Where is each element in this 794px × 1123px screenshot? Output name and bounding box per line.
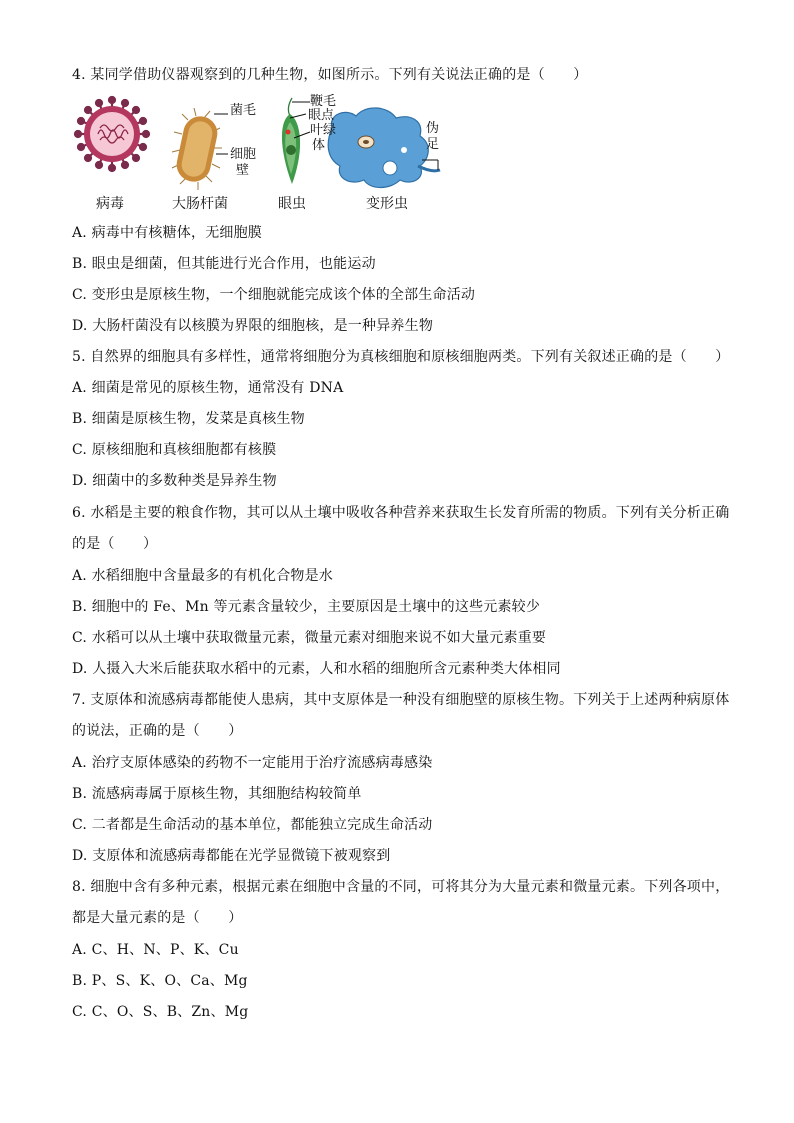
q4-option-b: B. 眼虫是细菌，但其能进行光合作用，也能运动	[72, 256, 376, 272]
euglena-illustration	[282, 98, 310, 184]
q5-option-c: C. 原核细胞和真核细胞都有核膜	[72, 442, 277, 458]
q7-option-d: D. 支原体和流感病毒都能在光学显微镜下被观察到	[72, 848, 391, 864]
q6-option-d: D. 人摄入大米后能获取水稻中的元素，人和水稻的细胞所含元素种类大体相同	[72, 661, 561, 677]
q8-option-a: A. C、H、N、P、K、Cu	[72, 942, 239, 958]
q5-option-a: A. 细菌是常见的原核生物，通常没有 DNA	[72, 380, 344, 396]
pseudopod-label-line1: 伪	[426, 121, 440, 136]
pseudopod-label-line2: 足	[426, 137, 440, 152]
question-7-stem-line2: 的说法，正确的是（ ）	[72, 723, 243, 739]
caption-ecoli: 大肠杆菌	[172, 196, 228, 212]
question-7-stem-line1: 7. 支原体和流感病毒都能使人患病，其中支原体是一种没有细胞壁的原核生物。下列关于上述两种病原体	[72, 692, 730, 708]
eyespot-label: 眼点	[308, 108, 335, 123]
caption-euglena: 眼虫	[278, 196, 306, 212]
cell-wall-label-line1: 细胞	[230, 147, 257, 162]
caption-virus: 病毒	[96, 196, 124, 212]
question-6-stem-line2: 的是（ ）	[72, 536, 158, 552]
cell-wall-label-line2: 壁	[236, 163, 250, 178]
chloroplast-label-line1: 叶绿	[310, 123, 337, 138]
ecoli-illustration	[172, 108, 228, 190]
q8-option-b: B. P、S、K、O、Ca、Mg	[72, 973, 248, 989]
q7-option-c: C. 二者都是生命活动的基本单位，都能独立完成生命活动	[72, 817, 433, 833]
q7-option-a: A. 治疗支原体感染的药物不一定能用于治疗流感病毒感染	[72, 755, 433, 771]
question-5-stem: 5. 自然界的细胞具有多样性，通常将细胞分为真核细胞和原核细胞两类。下列有关叙述正确的是（ ）	[72, 349, 730, 365]
pili-label: 菌毛	[230, 103, 257, 118]
question-4-stem: 4. 某同学借助仪器观察到的几种生物，如图所示。下列有关说法正确的是（ ）	[72, 67, 588, 83]
question-8-stem-line1: 8. 细胞中含有多种元素，根据元素在细胞中含量的不同，可将其分为大量元素和微量元素。下列各项中，	[72, 879, 730, 895]
q4-option-a: A. 病毒中有核糖体，无细胞膜	[72, 225, 263, 241]
q5-option-d: D. 细菌中的多数种类是异养生物	[72, 473, 277, 489]
organisms-figure	[70, 92, 450, 220]
q6-option-b: B. 细胞中的 Fe、Mn 等元素含量较少，主要原因是土壤中的这些元素较少	[72, 599, 541, 615]
chloroplast-label-line2: 体	[312, 138, 326, 153]
q7-option-b: B. 流感病毒属于原核生物，其细胞结构较简单	[72, 786, 362, 802]
q6-option-c: C. 水稻可以从土壤中获取微量元素，微量元素对细胞来说不如大量元素重要	[72, 630, 547, 646]
virus-illustration	[75, 97, 149, 171]
question-6-stem-line1: 6. 水稻是主要的粮食作物，其可以从土壤中吸收各种营养来获取生长发育所需的物质。下列有关分析正确	[72, 505, 730, 521]
question-8-stem-line2: 都是大量元素的是（ ）	[72, 910, 243, 926]
amoeba-illustration	[328, 108, 440, 188]
q4-option-c: C. 变形虫是原核生物，一个细胞就能完成该个体的全部生命活动	[72, 287, 476, 303]
q5-option-b: B. 细菌是原核生物，发菜是真核生物	[72, 411, 305, 427]
q4-option-d: D. 大肠杆菌没有以核膜为界限的细胞核，是一种异养生物	[72, 318, 434, 334]
q8-option-c: C. C、O、S、B、Zn、Mg	[72, 1004, 249, 1020]
caption-amoeba: 变形虫	[366, 196, 408, 212]
q6-option-a: A. 水稻细胞中含量最多的有机化合物是水	[72, 568, 334, 584]
flagellum-label: 鞭毛	[310, 94, 337, 109]
